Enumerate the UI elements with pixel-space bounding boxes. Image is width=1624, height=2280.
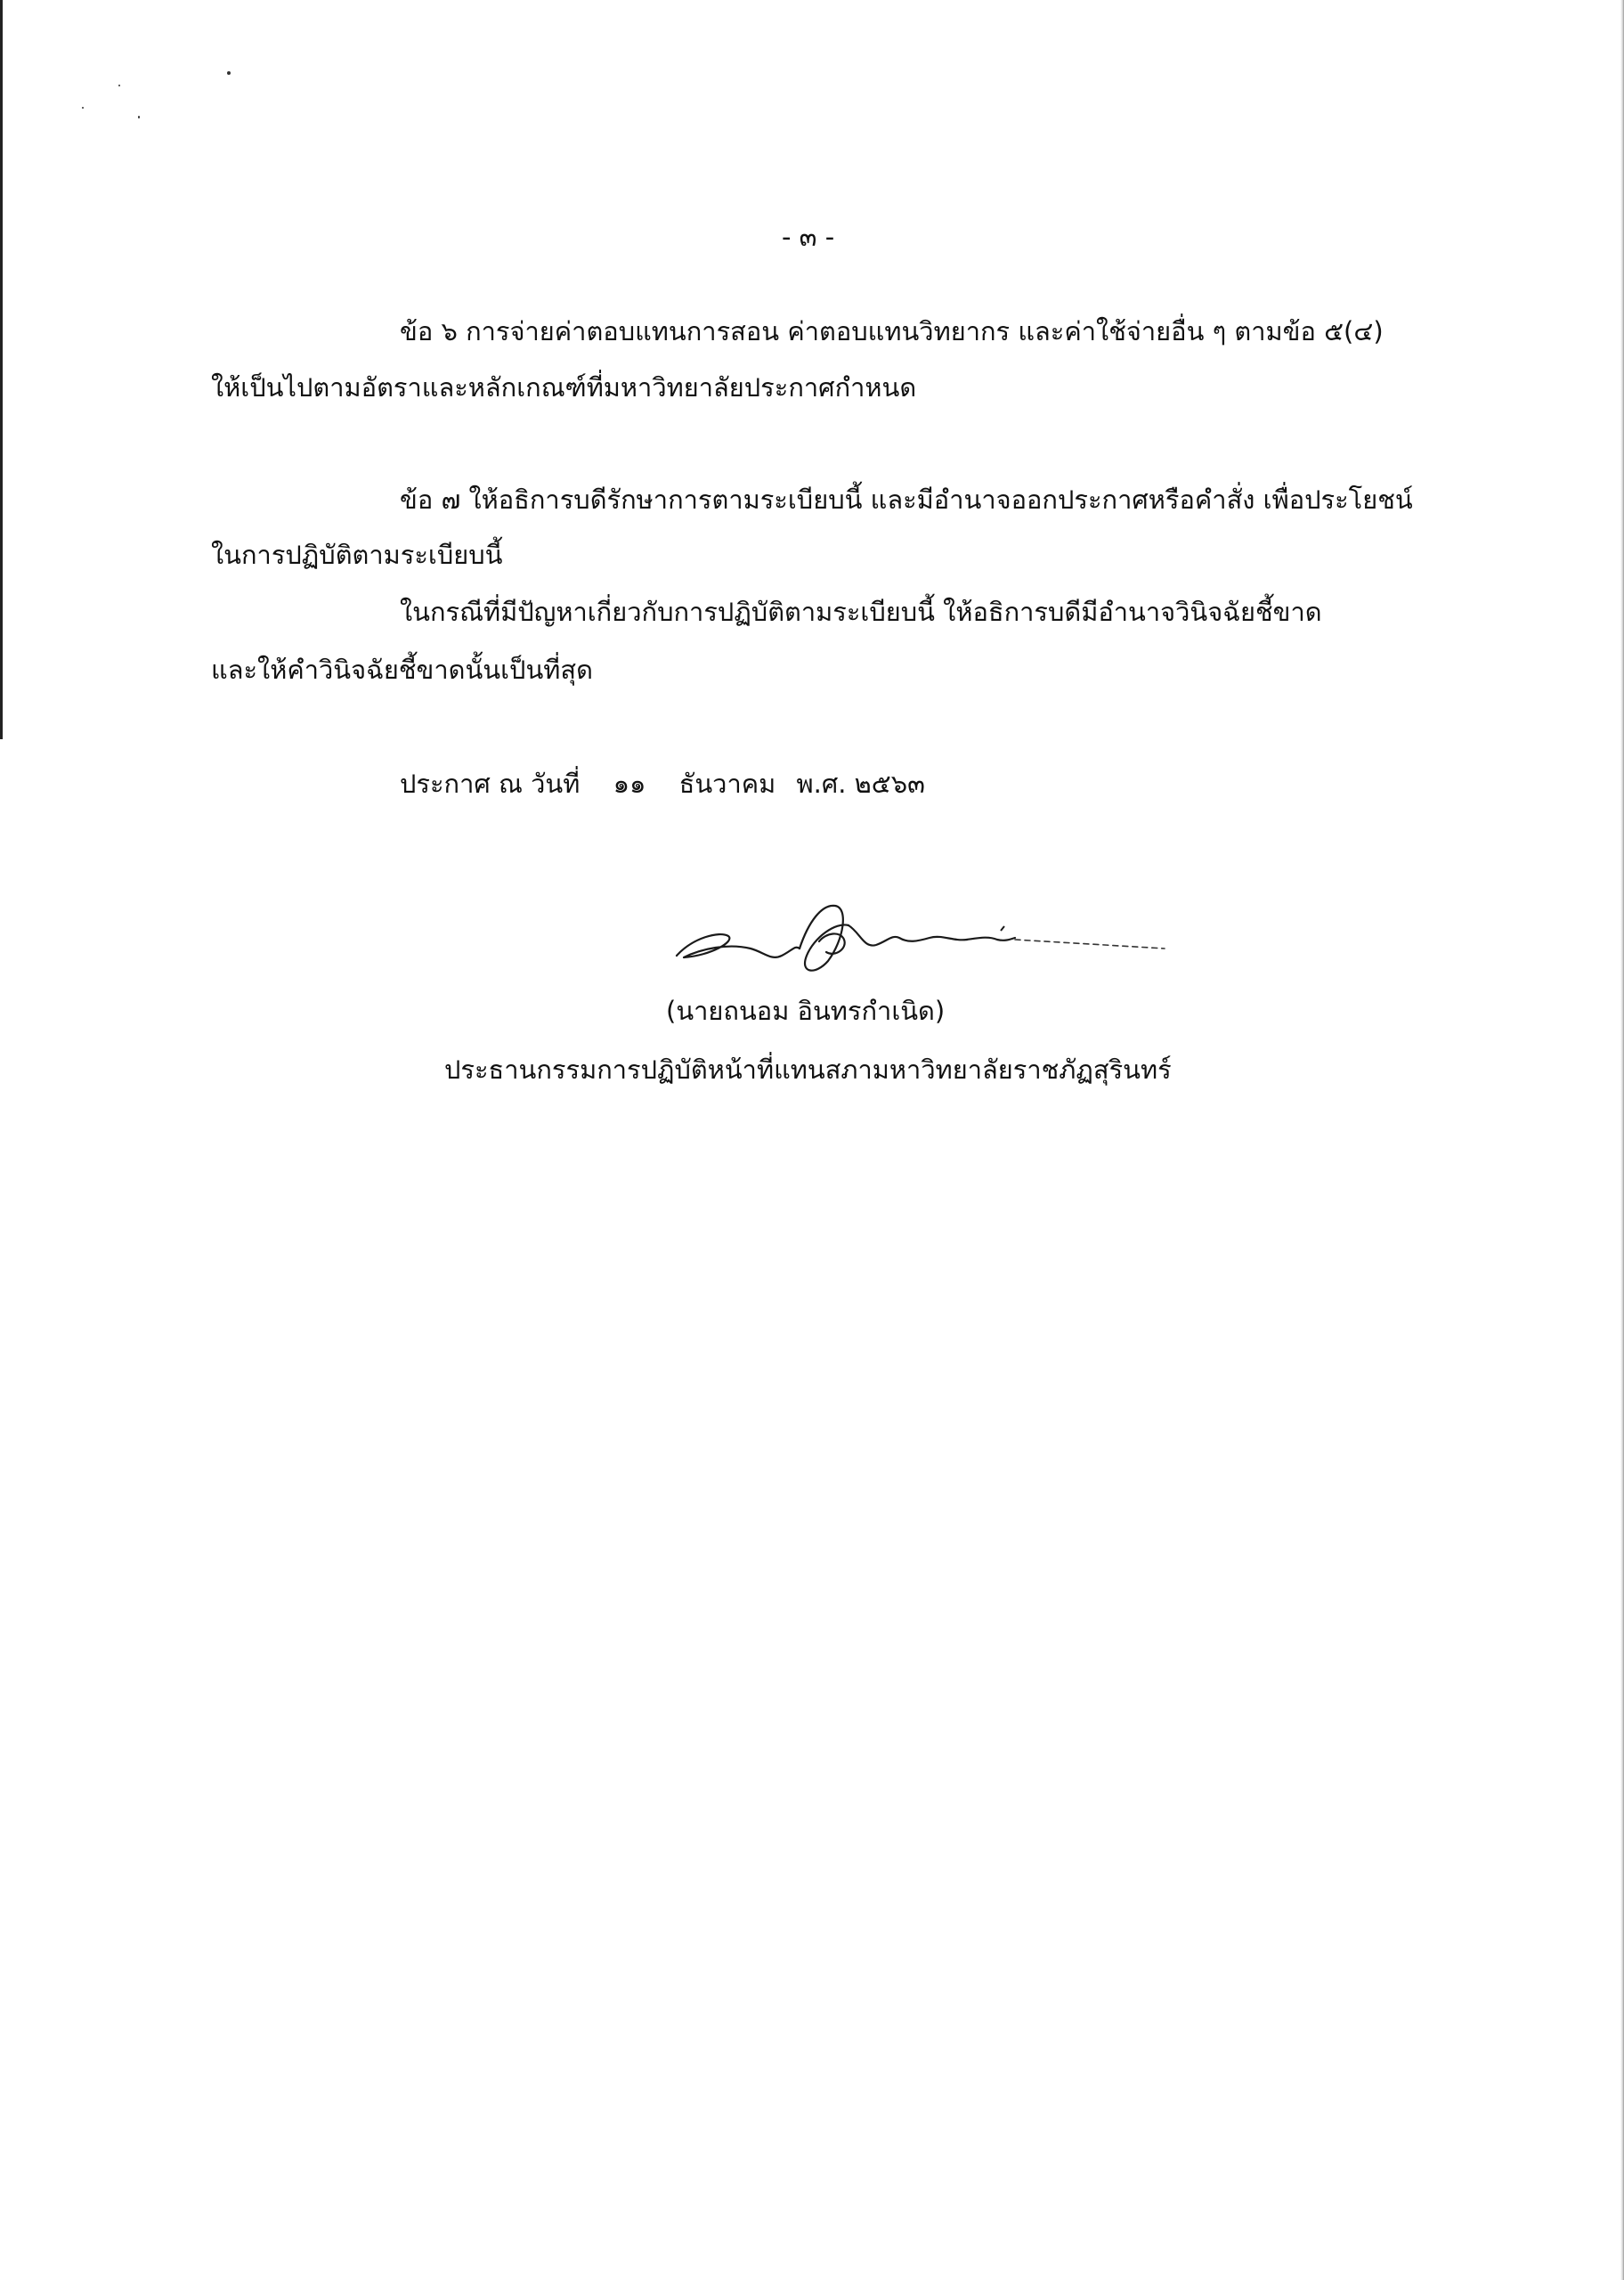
signer-title: ประธานกรรมการปฏิบัติหน้าที่แทนสภามหาวิทยาลัยราชภัฏสุรินทร์ bbox=[444, 1054, 1172, 1085]
page-number: - ๓ - bbox=[782, 222, 835, 252]
scan-speck bbox=[82, 107, 84, 109]
clause-7-line-2: ในการปฏิบัติตามระเบียบนี้ bbox=[211, 540, 503, 570]
scan-left-edge bbox=[0, 0, 3, 739]
announcement-date bbox=[400, 771, 925, 797]
scan-speck bbox=[227, 71, 231, 75]
announcement-month: ธันวาคม bbox=[678, 769, 776, 799]
announcement-year: พ.ศ. ๒๕๖๓ bbox=[796, 769, 925, 799]
clause-6-line-2: ให้เป็นไปตามอัตราและหลักเกณฑ์ที่มหาวิทยาลัยประกาศกำหนด bbox=[211, 372, 917, 403]
scan-right-edge bbox=[1620, 0, 1624, 2280]
clause-7-line-1: ข้อ ๗ ให้อธิการบดีรักษาการตามระเบียบนี้ และมีอำนาจออกประกาศหรือคำสั่ง เพื่อประโยชน์ bbox=[400, 484, 1413, 515]
scan-speck bbox=[118, 85, 120, 86]
clause-7-line-3: ในกรณีที่มีปัญหาเกี่ยวกับการปฏิบัติตามระเบียบนี้ ให้อธิการบดีมีอำนาจวินิจฉัยชี้ขาด bbox=[400, 597, 1322, 627]
handwritten-signature bbox=[666, 886, 1173, 993]
clause-7-line-4: และให้คำวินิจฉัยชี้ขาดนั้นเป็นที่สุด bbox=[211, 655, 593, 685]
scan-speck bbox=[138, 116, 140, 118]
signer-name: (นายถนอม อินทรกำเนิด) bbox=[666, 996, 946, 1026]
clause-6-line-1: ข้อ ๖ การจ่ายค่าตอบแทนการสอน ค่าตอบแทนวิทยากร และค่าใช้จ่ายอื่น ๆ ตามข้อ ๕(๔) bbox=[400, 316, 1384, 346]
announcement-day: ๑๑ bbox=[613, 769, 646, 799]
announcement-prefix: ประกาศ ณ วันที่ bbox=[400, 769, 581, 799]
